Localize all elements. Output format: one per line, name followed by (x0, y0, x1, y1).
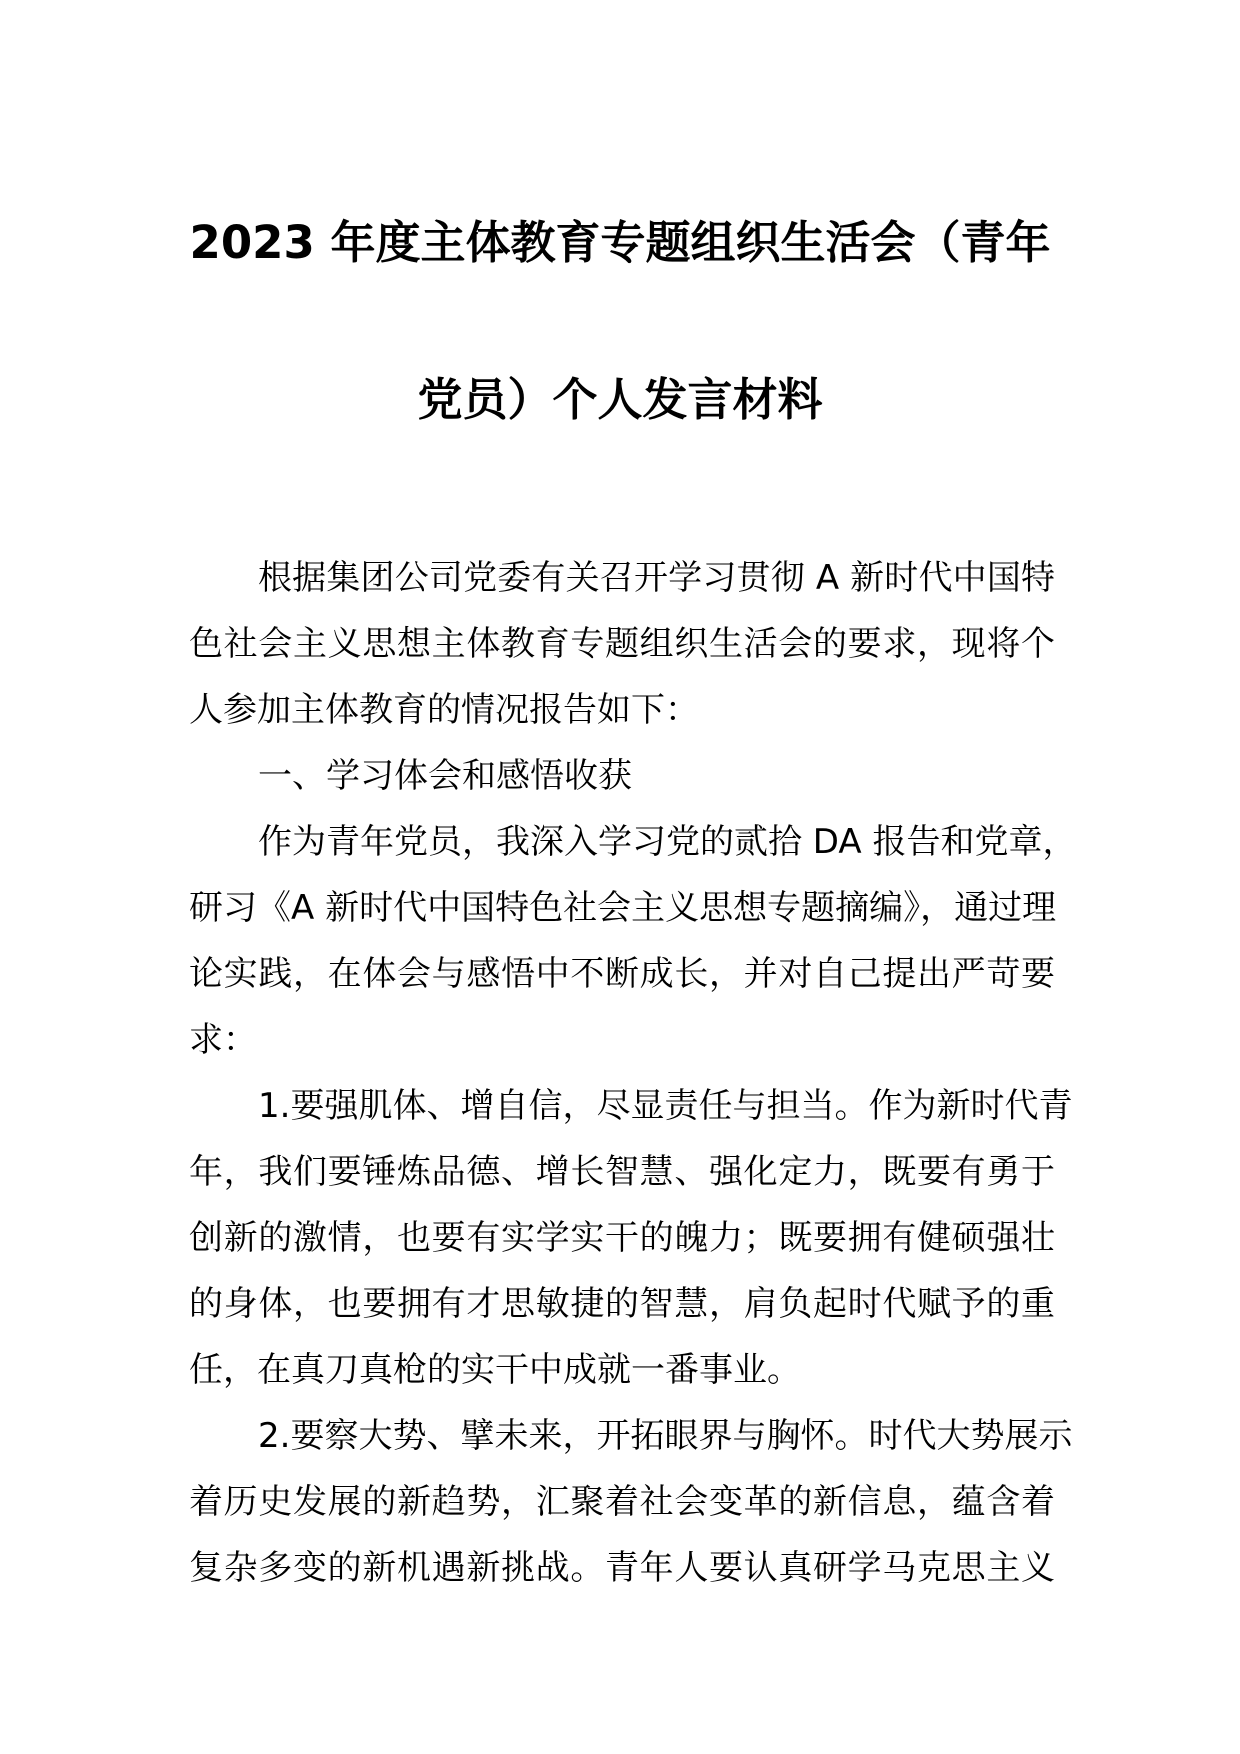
section-heading-1: 一、学习体会和感悟收获 (258, 756, 632, 796)
paragraph-1-line-3: 人参加主体教育的情况报告如下： (189, 690, 699, 730)
paragraph-3-line-1: 1.要强肌体、增自信，尽显责任与担当。作为新时代青 (258, 1086, 1073, 1126)
paragraph-3-line-2: 年，我们要锤炼品德、增长智慧、强化定力，既要有勇于 (189, 1152, 1055, 1192)
paragraph-4-line-2: 着历史发展的新趋势，汇聚着社会变革的新信息，蕴含着 (189, 1482, 1055, 1522)
document-title-line-2: 党员）个人发言材料 (417, 373, 823, 426)
paragraph-2-line-4: 求： (189, 1020, 257, 1060)
paragraph-1-line-2: 色社会主义思想主体教育专题组织生活会的要求，现将个 (189, 624, 1055, 664)
paragraph-3-line-3: 创新的激情，也要有实学实干的魄力；既要拥有健硕强壮 (189, 1218, 1055, 1258)
paragraph-4-line-1: 2.要察大势、擘未来，开拓眼界与胸怀。时代大势展示 (258, 1416, 1073, 1456)
paragraph-2-line-1: 作为青年党员，我深入学习党的贰拾 DA 报告和党章， (258, 822, 1077, 862)
document-title-line-1: 2023 年度主体教育专题组织生活会（青年 (189, 216, 1051, 269)
paragraph-3-line-4: 的身体，也要拥有才思敏捷的智慧，肩负起时代赋予的重 (189, 1284, 1055, 1324)
paragraph-3-line-5: 任，在真刀真枪的实干中成就一番事业。 (189, 1350, 801, 1390)
paragraph-4-line-3: 复杂多变的新机遇新挑战。青年人要认真研学马克思主义 (189, 1548, 1055, 1588)
paragraph-1-line-1: 根据集团公司党委有关召开学习贯彻 A 新时代中国特 (258, 558, 1055, 598)
paragraph-2-line-3: 论实践，在体会与感悟中不断成长，并对自己提出严苛要 (189, 954, 1055, 994)
paragraph-2-line-2: 研习《A 新时代中国特色社会主义思想专题摘编》，通过理 (189, 888, 1057, 928)
